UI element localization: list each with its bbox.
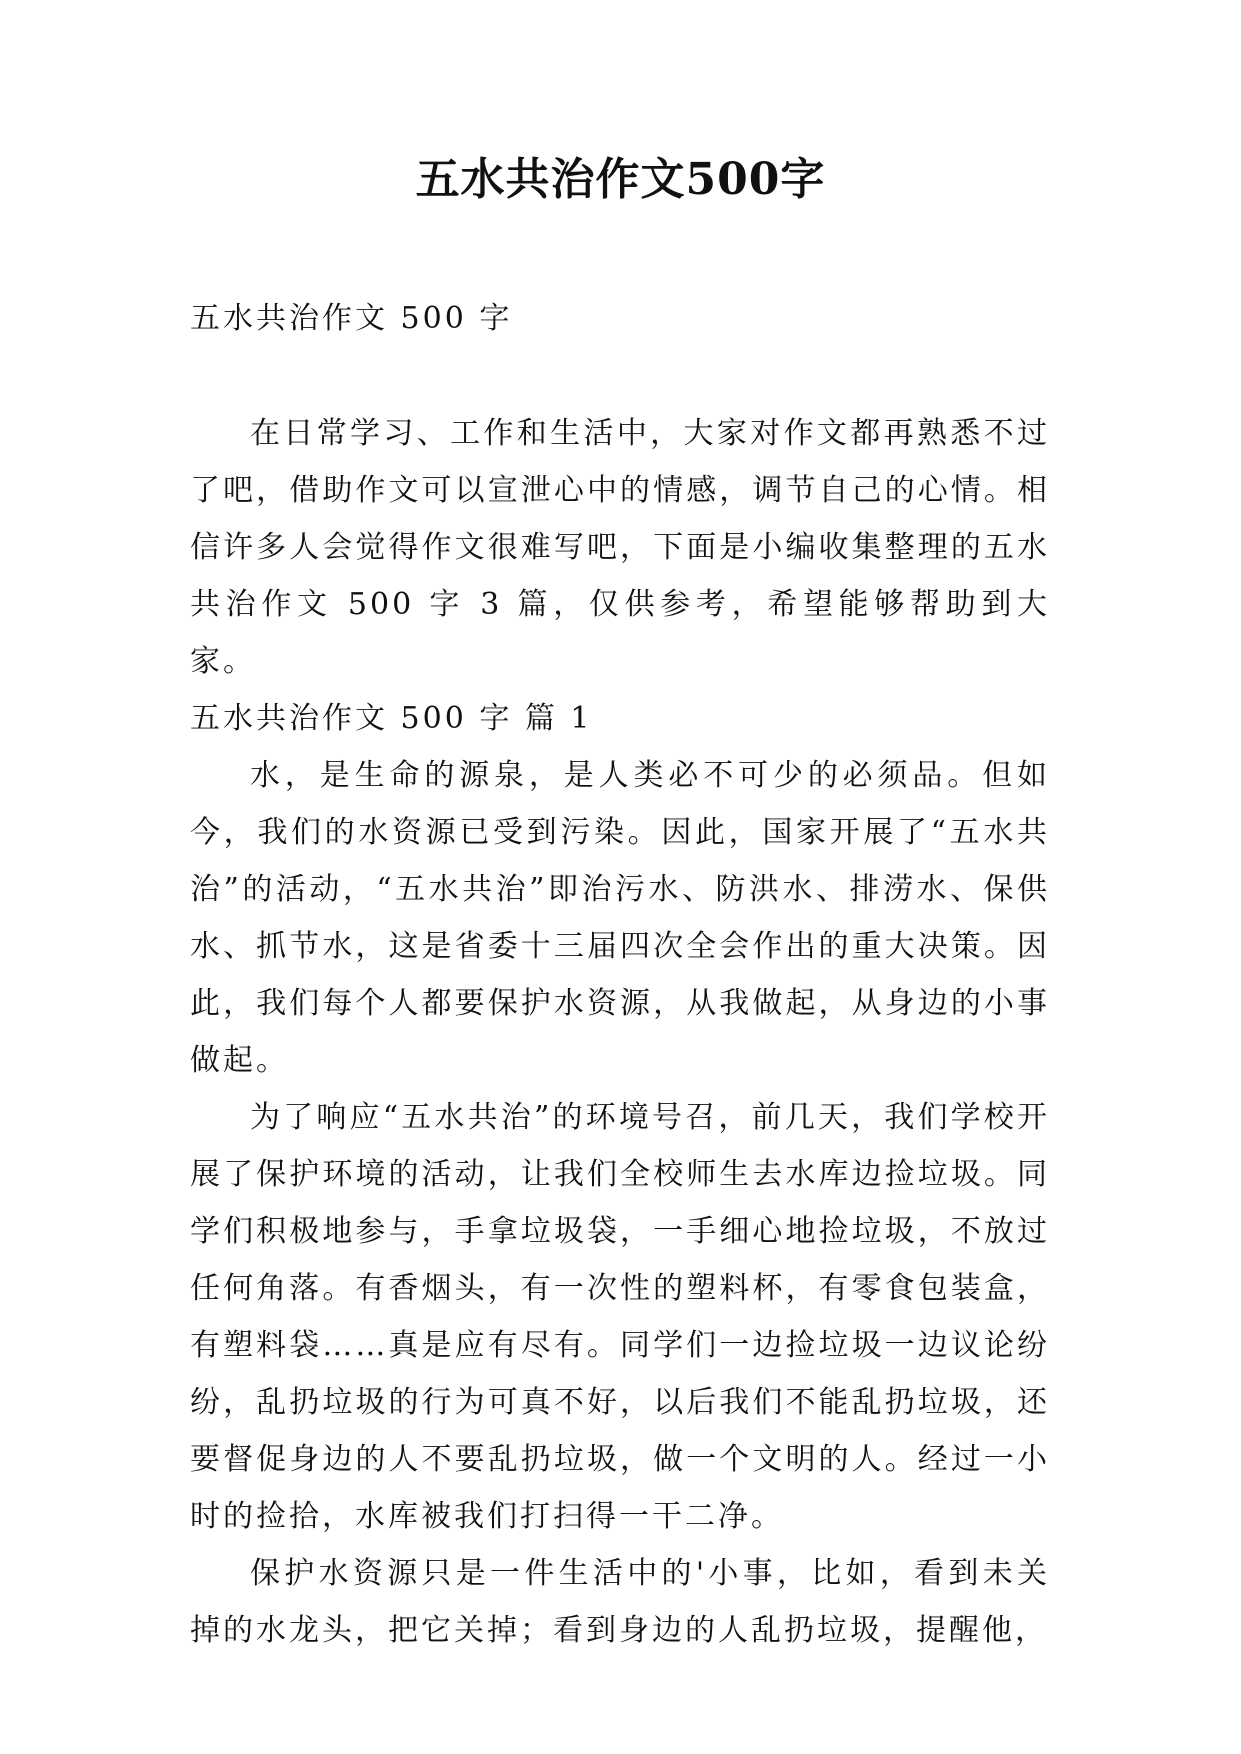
body-paragraph-3: 保护水资源只是一件生活中的'小事，比如，看到未关掉的水龙头，把它关掉；看到身边的人乱扔垃圾，提醒他， [190, 1556, 1050, 1648]
document-title: 五水共治作文500字 [415, 154, 826, 205]
body-paragraph-1: 水，是生命的源泉，是人类必不可少的必须品。但如今，我们的水资源已受到污染。因此，国家开展了“五水共治”的活动，“五水共治”即治污水、防洪水、排涝水、保供水、抓节水，这是省委十三届四次全会作出的重大决策。因此，我们每个人都要保护水资源，从我做起，从身边的小事做起。 [190, 758, 1050, 1078]
section-heading: 五水共治作文 500 字 篇 1 [190, 701, 593, 736]
document-subtitle: 五水共治作文 500 字 [190, 301, 513, 336]
intro-paragraph: 在日常学习、工作和生活中，大家对作文都再熟悉不过了吧，借助作文可以宣泄心中的情感，调节自己的心情。相信许多人会觉得作文很难写吧，下面是小编收集整理的五水共治作文 500 字 3 篇，仅供参考，希望能够帮助到大家。 [190, 416, 1050, 679]
body-paragraph-2: 为了响应“五水共治”的环境号召，前几天，我们学校开展了保护环境的活动，让我们全校师生去水库边捡垃圾。同学们积极地参与，手拿垃圾袋，一手细心地捡垃圾，不放过任何角落。有香烟头，有一次性的塑料杯，有零食包装盒，有塑料袋……真是应有尽有。同学们一边捡垃圾一边议论纷纷，乱扔垃圾的行为可真不好，以后我们不能乱扔垃圾，还要督促身边的人不要乱扔垃圾，做一个文明的人。经过一小时的捡拾，水库被我们打扫得一干二净。 [190, 1100, 1050, 1534]
document-body [190, 290, 1050, 1659]
